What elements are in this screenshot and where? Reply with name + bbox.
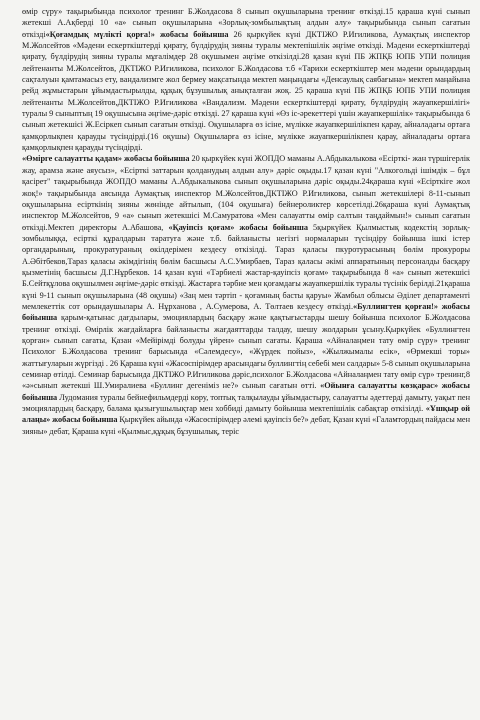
project-heading: «Буллингтен қорған!» жобасы бойынша [22, 301, 471, 323]
project-heading: «Ұшқыр ой алаңы» жобасы бойынша [22, 404, 470, 425]
paragraph-text: қарым-қатынас дағдылары, эмоциялардың басқару және қақтығыстарды шешу бойынша психолог Б.Жолдасова тренинг өткізді. Өмірлік жағдайларға байланысты жағдаяттарды талдау, шешу жолдарын ұсыну.Қыркүйек «Буллингтен қорған» сынып сағаты, Қазан «Мейірімді болуды үйрен» сынып сағаты. Қараша «Айналаңмен тату өмір сүру» тренинг Психолог Б.Жолдасова тренинг барысында «Сәлемдесу», «Жүрдек пойыз», «Жылжымалы есік», «Өрмекші торы» жаттығуларын жүргізді . 26 Қараша күні «Жасөспірімдер арасындағы буллингтің себебі мен салдары» 5-8 сынып оқушыларына семинар өтілді. Семинар барысында ДКТІЖО Р.Игиликова дәріс,психолог Б.Жолдасова «Айналаңмен тату өмір сүр» тренинг,8 «ә»сынып жетекші Ш.Умиралиева «Буллинг дегеніміз не?» сынып сағатын өтті. [22, 313, 470, 391]
project-heading: «Ойынға салауатты көзқарас» жобасы бойынша [22, 381, 470, 402]
project-heading: «Өмірге салауатты қадам» жобасы бойынша [22, 154, 190, 164]
paragraph-text: Лудомания туралы бейнефильмдерді көру, топтық талқылауды ұйымдастыру, салауатты әдеттерді дамыту, уақыт пен эмоциялардың басқару, балама қызығушылықтар мен хоббиді дамыту бойынша мектепішілік сабақтар өткізілді. [22, 392, 470, 414]
document-body-text [22, 6, 470, 437]
project-heading: «Қоғамдық мүлікті қорға!» жобасы бойынша [45, 29, 229, 39]
project-heading: «Қауіпсіз қоғам» жобасы бойынша [168, 222, 308, 232]
paragraph-text: 5қыркүйек Қылмыстық кодекстің зорлық-зомбылыққа, есірткі құралдарын таратуға және т.б. байланысты негізгі нормаларын түсіндіру бойынша ішкі істер органдарының, прокуратураның өкілдерімен кездесу өткізілді. Тараз қаласы пкуротурасының бөлім прокуроры А.Әбітбеков,Тараз қаласы әкімдігінің бөлім басшысы А.С.Умирбаев, Тараз қаласы әкімі аппаратының персоналды басқару қызметінің басшысы Д.Г.Нұрбеков. 14 қазан күні «Тәрбиелі жастар-қауіпсіз қоғам» тақырыбында 8 «а» сынып жетекшісі Б.Сейтқұлова оқушылмен әңгіме-дәріс өткізді. Жастарға тәрбие мен қоғамдағы жауапкершілік туралы түсінік берілді.21қараша күні 9-11 сынып оқушыларына (48 оқушы) «Заң мен тәртіп - қоғамның басты қаруы» Жамбыл облысы Әділет департаменті мемлекеттік сот орындаушылары А. Нұрханова , А.Сумерова, А. Төлтаев кездесу өткізді. [22, 222, 470, 311]
paragraph-text: 26 қыркүйек күні ДКТІЖО Р.Игиликова, Аумақтық инспектор М.Жолсейтов «Мәдени ескерткіштерді қирату, бүлдірудің зияны туралы мектепішілік әңгіме өткізді. Мәдени ескерткіштерді қирату, бүлдірудің зияны туралы мұғалімдер 28 оқушымен әңгіме өткізілді.28 қазан күні ПБ ЖПҚБ ЮПБ УПИ полиция лейтенанты М.Жолсейтов, ДКТІЖО Р.Игиликова, психолог Б.Жолдасова т.б «Тарихи ескерткіштер мен мәдени орындардың сақталуын қамтамасыз ету, вандализмге жол бермеу мақсатында мектеп маңындағы «Денсаулық саябағына» мектеп маңайына рейд жұмыстарын ұйымдастырылды, құқық бұзушылық анықталған жоқ. 25 қараша күні ПБ ЖПҚБ ЮПБ УПИ полиция лейтенанты М.Жолсейтов,ДКТІЖО Р.Игиликова «Вандализм. Мәдени ескерткіштерді қирату, бүлдірудің жауапкершілігі» туралы 9 сыныптың 19 оқушысына әңгіме-дәріс өткізді. 27 қараша күні «Өз іс-әрекеттері үшін жауапкершілік» тақырыбында 6 сынып жетекшісі Ж.Есіркеп сынып сағатын өткізді. Оқушыларға өз ісіне, мүлікке жауапкершілікпен қарау, айналадағы ортаға қамқорлықпен қарауды түсіндірді.(16 оқушы) Оқушыларға өз ісіне, мүлікке жауапкершілікпен қарау, айналадағы ортаға қамқорлықпен қарауды түсіндірді. [22, 29, 470, 153]
paragraph-text: өмір сүру» тақырыбында психолог тренинг Б.Жолдасова 8 сынып оқушыларына тренинг өткізді.15 қараша күні сынып жетекші А.Ақберді 10 «а» сынып оқушыларына «Зорлық-зомбылықтың алдын алу» тақырыбында сынып сағатын өткізді [22, 7, 470, 39]
paragraph-text: Қыркүйек айында «Жасөспірімдер әлемі қауіпсіз бе?» дебат, Қазан күні «Галамтордың пайдасы мен зияны» дебат, Қараша күні «Қылмыс,құқық бұзушылық, теріс [22, 415, 470, 436]
paragraph-text: 20 қыркүйек күні ЖОПДО маманы А.Абдыкалыкова «Есірткі- жан түршігерлік жау, арамза жәнe аяусыз», «Есірткі заттарын қолданудың алдын алу» дәріс оқыды.17 қазан күні "Алкогольді ішімдік – бұл қасірет" тақырыбында ЖОПДО маманы А.Абдыкалыкова сынып оқушыларына дәріс оқыды.24қараша күні «Есірткіге жол жоқ!» тақырыбында аясында Аумақтық инспектор М.Жолсейтов,ДКТІЖО Р.Игиликова, сынып жетекшілері 8-11-сынып оқушыларына есірткінің зияны жөнінде айтылып, (104 оқушыға) бейнероликтер көрсетілді.26қараша күні Аумақтық инспектор М.Жолсейтов, 9 «а» сынып жетекшісі М.Самуратова «Мен салауатты өмір салтын таңдаймын!» сынып сағатын өткізді.Мектеп директоры А.Абашова, [22, 154, 470, 232]
